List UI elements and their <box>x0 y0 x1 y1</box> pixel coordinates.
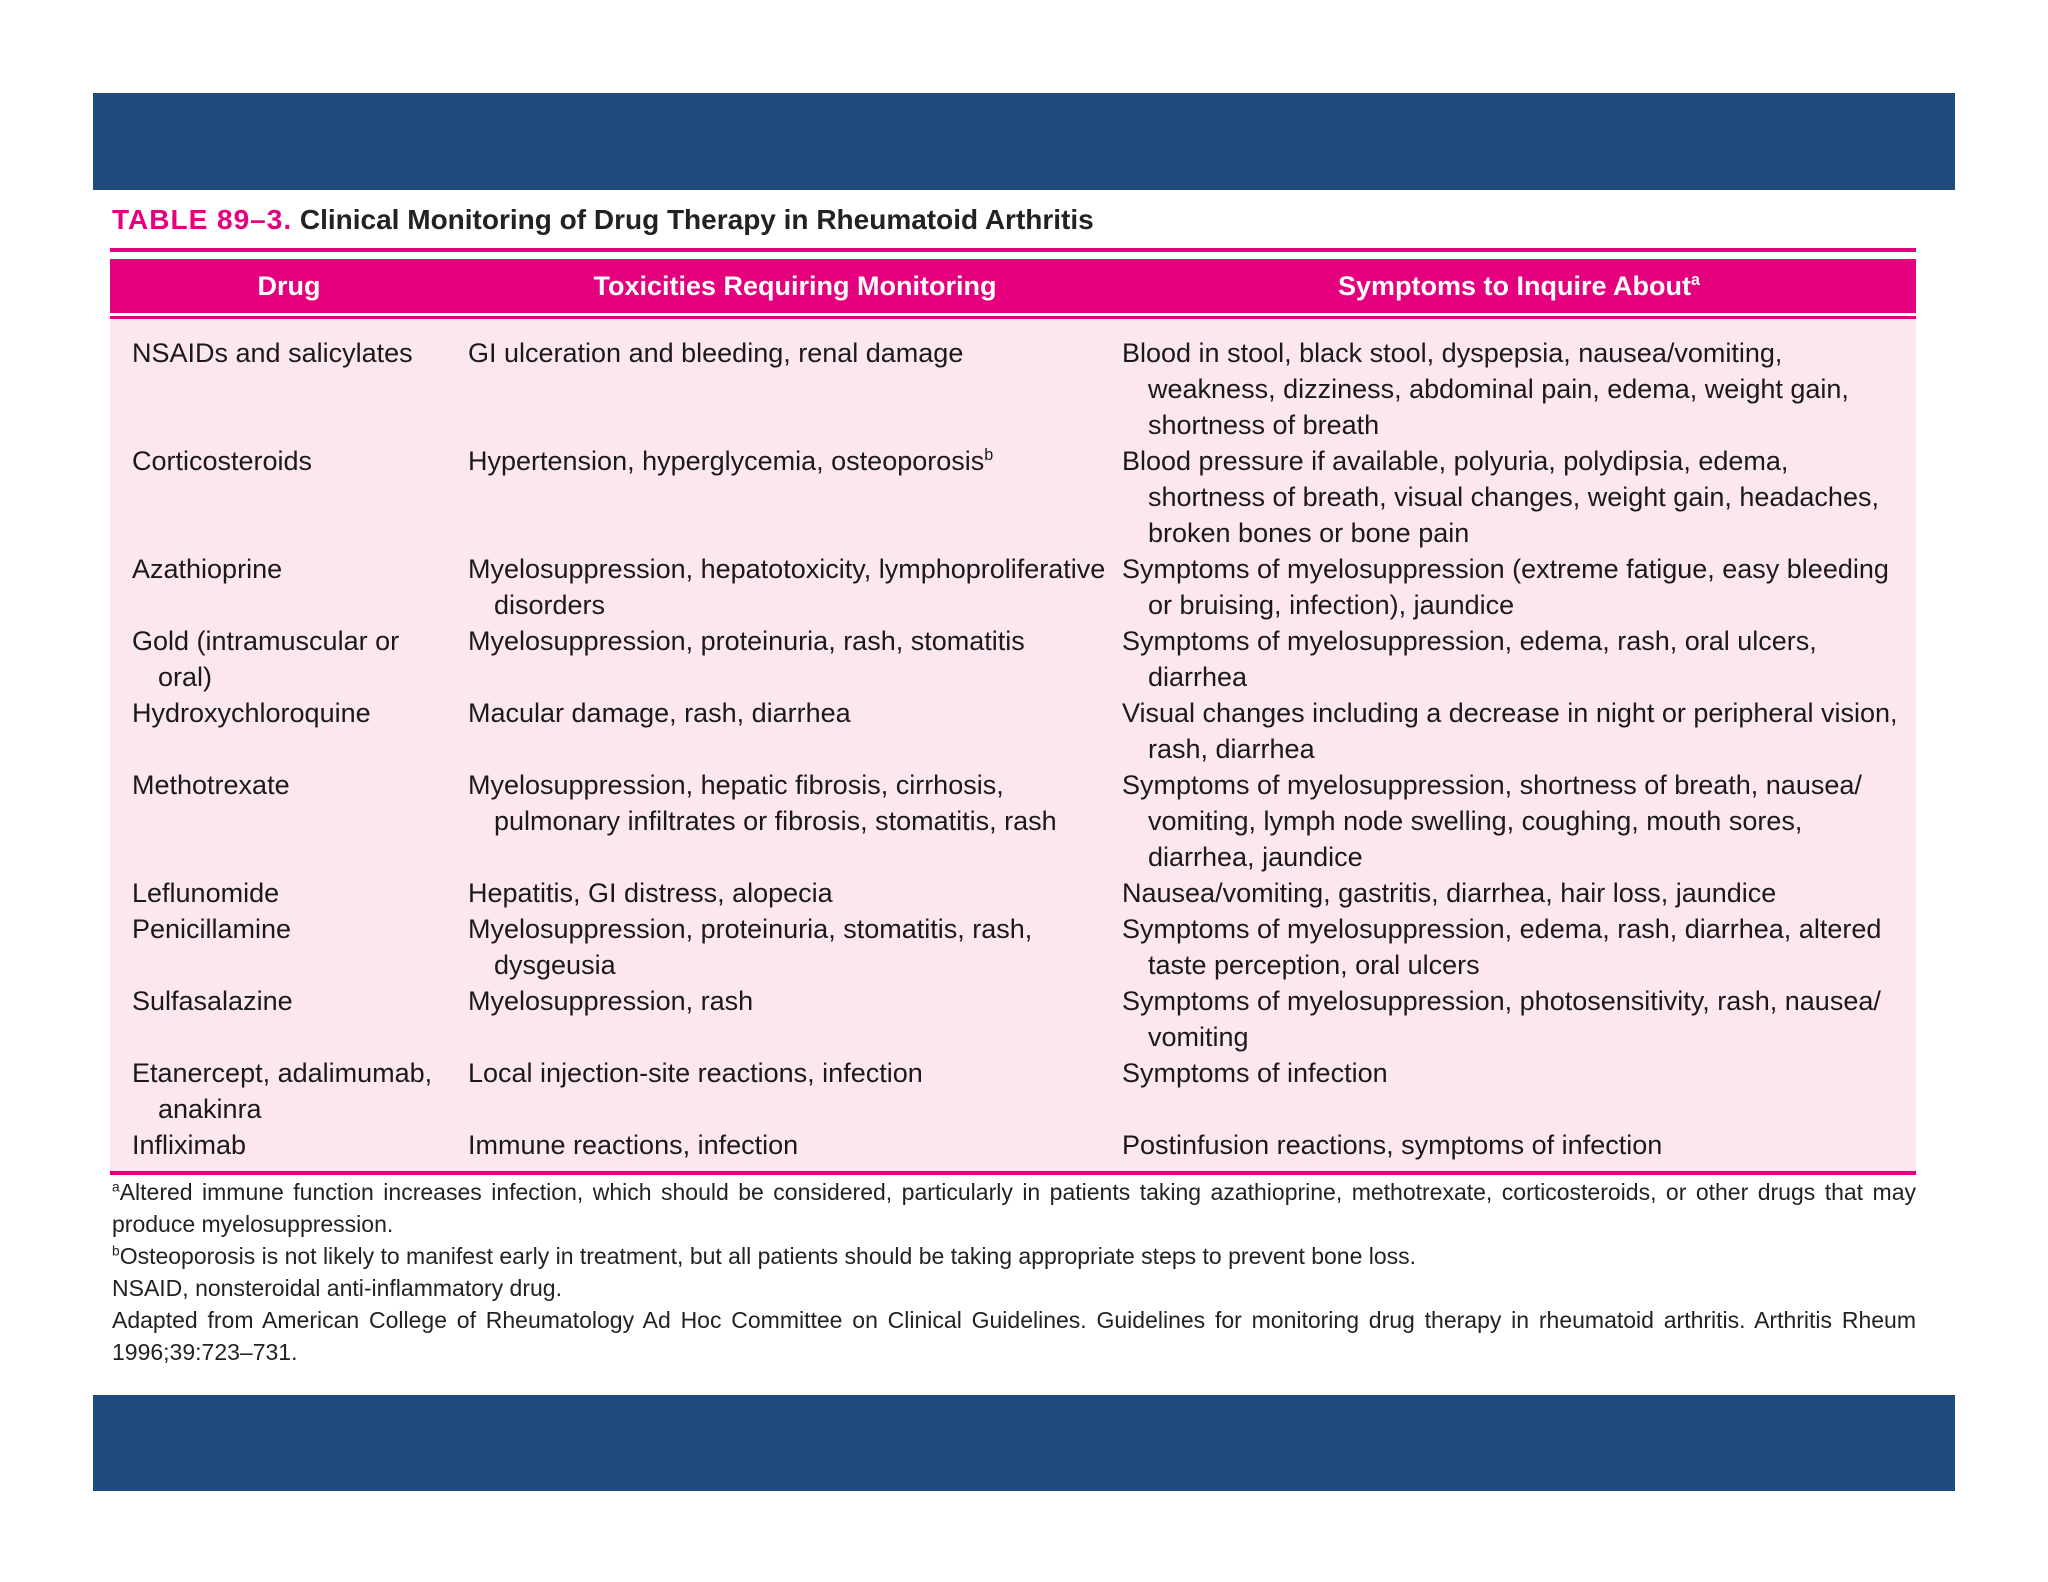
symptoms-text <box>1122 623 1906 695</box>
cell-drug <box>110 983 468 1055</box>
cell-drug <box>110 695 468 767</box>
toxicities-value: Local injection-site reactions, infection <box>468 1058 923 1088</box>
cell-drug <box>110 551 468 623</box>
footnote-a-text: Altered immune function increases infection, which should be considered, particularly in patients taking azathioprine, methotrexate, corticosteroids, or other drugs that may produce myelosuppression. <box>112 1179 1916 1237</box>
cell-toxicities <box>468 1055 1122 1127</box>
cell-symptoms <box>1122 443 1916 551</box>
table-row <box>110 551 1916 623</box>
header-symptoms-footnote-mark: a <box>1690 270 1700 289</box>
drug-text <box>132 551 458 587</box>
drug-value: Hydroxychloroquine <box>132 698 371 728</box>
drug-value: Leflunomide <box>132 878 280 908</box>
toxicities-value: Myelosuppression, hepatic fibrosis, cirrhosis, pulmonary infiltrates or fibrosis, stomatitis, rash <box>468 770 1057 836</box>
symptoms-text <box>1122 875 1906 911</box>
drug-value: Gold (intramuscular or oral) <box>132 626 400 692</box>
drug-value: Methotrexate <box>132 770 290 800</box>
cell-drug <box>110 443 468 551</box>
drug-value: Penicillamine <box>132 914 292 944</box>
cell-drug <box>110 1055 468 1127</box>
table-row <box>110 1127 1916 1171</box>
symptoms-text <box>1122 551 1906 623</box>
cell-toxicities <box>468 767 1122 875</box>
cell-toxicities <box>468 875 1122 911</box>
table-bottom-rule <box>110 1171 1916 1175</box>
header-toxicities: Toxicities Requiring Monitoring <box>468 259 1122 313</box>
toxicities-text <box>468 443 1112 479</box>
table-row <box>110 623 1916 695</box>
footnote-a-mark: a <box>112 1179 120 1195</box>
cell-drug <box>110 1127 468 1171</box>
header-drug: Drug <box>110 259 468 313</box>
toxicities-text <box>468 335 1112 371</box>
footnote-b <box>112 1240 1916 1272</box>
toxicities-value: Macular damage, rash, diarrhea <box>468 698 851 728</box>
top-banner <box>93 93 1955 190</box>
cell-toxicities <box>468 319 1122 443</box>
cell-symptoms <box>1122 1055 1916 1127</box>
bottom-banner <box>93 1395 1955 1491</box>
toxicities-value: Hepatitis, GI distress, alopecia <box>468 878 833 908</box>
table-row <box>110 443 1916 551</box>
symptoms-value: Symptoms of myelosuppression, shortness of breath, nausea/ vomiting, lymph node swelling, coughing, mouth sores, diarrhea, jaundice <box>1122 770 1862 872</box>
cell-drug <box>110 623 468 695</box>
drug-value: Sulfasalazine <box>132 986 293 1016</box>
cell-drug <box>110 319 468 443</box>
drug-text <box>132 911 458 947</box>
toxicities-text <box>468 767 1112 839</box>
drug-value: Azathioprine <box>132 554 283 584</box>
toxicities-text <box>468 1127 1112 1163</box>
toxicities-value: Myelosuppression, rash <box>468 986 754 1016</box>
table-label: TABLE 89–3. <box>112 204 293 235</box>
toxicities-text <box>468 695 1112 731</box>
symptoms-text <box>1122 1055 1906 1091</box>
monitoring-table <box>110 256 1916 1175</box>
cell-symptoms <box>1122 983 1916 1055</box>
cell-toxicities <box>468 911 1122 983</box>
drug-text <box>132 335 458 371</box>
toxicities-text <box>468 551 1112 623</box>
drug-text <box>132 983 458 1019</box>
toxicities-text <box>468 911 1112 983</box>
toxicities-value: Myelosuppression, proteinuria, stomatitis, rash, dysgeusia <box>468 914 1033 980</box>
toxicities-value: Hypertension, hyperglycemia, osteoporosis <box>468 446 985 476</box>
table-row <box>110 983 1916 1055</box>
cell-symptoms <box>1122 767 1916 875</box>
table-row <box>110 875 1916 911</box>
drug-text <box>132 875 458 911</box>
footnotes <box>112 1176 1916 1368</box>
drug-value: Infliximab <box>132 1130 247 1160</box>
footnote-b-text: Osteoporosis is not likely to manifest early in treatment, but all patients should be taking appropriate steps to prevent bone loss. <box>119 1243 1417 1269</box>
symptoms-value: Nausea/vomiting, gastritis, diarrhea, hair loss, jaundice <box>1122 878 1777 908</box>
cell-symptoms <box>1122 1127 1916 1171</box>
drug-text <box>132 443 458 479</box>
symptoms-text <box>1122 911 1906 983</box>
cell-symptoms <box>1122 695 1916 767</box>
toxicities-text <box>468 875 1112 911</box>
cell-symptoms <box>1122 551 1916 623</box>
table-top-rule <box>110 248 1916 252</box>
drug-value: NSAIDs and salicylates <box>132 338 413 368</box>
cell-toxicities <box>468 443 1122 551</box>
symptoms-value: Symptoms of myelosuppression (extreme fatigue, easy bleeding or bruising, infection), jaundice <box>1122 554 1889 620</box>
footnote-b-mark: b <box>112 1243 120 1259</box>
symptoms-value: Symptoms of myelosuppression, photosensitivity, rash, nausea/ vomiting <box>1122 986 1881 1052</box>
symptoms-value: Symptoms of infection <box>1122 1058 1388 1088</box>
cell-symptoms <box>1122 875 1916 911</box>
symptoms-text <box>1122 695 1906 767</box>
cell-symptoms <box>1122 623 1916 695</box>
cell-toxicities <box>468 623 1122 695</box>
cell-toxicities <box>468 983 1122 1055</box>
toxicities-text <box>468 1055 1112 1091</box>
symptoms-value: Postinfusion reactions, symptoms of infection <box>1122 1130 1663 1160</box>
toxicities-text <box>468 983 1112 1019</box>
drug-text <box>132 695 458 731</box>
toxicities-value: Myelosuppression, hepatotoxicity, lymphoproliferative disorders <box>468 554 1106 620</box>
toxicities-value: Immune reactions, infection <box>468 1130 799 1160</box>
abbreviation-note: NSAID, nonsteroidal anti-inflammatory drug. <box>112 1275 562 1301</box>
toxicities-text <box>468 623 1112 659</box>
table-body <box>110 319 1916 1171</box>
source-note: Adapted from American College of Rheumatology Ad Hoc Committee on Clinical Guidelines. Guidelines for monitoring drug therapy in rheumatoid arthritis. Arthritis Rheum 1996;39:723–731. <box>112 1307 1916 1365</box>
header-symptoms-label: Symptoms to Inquire About <box>1337 270 1691 301</box>
drug-text <box>132 1127 458 1163</box>
table-row <box>110 1055 1916 1127</box>
table-title <box>112 204 1094 236</box>
footnote-mark: b <box>984 446 994 464</box>
toxicities-value: Myelosuppression, proteinuria, rash, stomatitis <box>468 626 1025 656</box>
symptoms-value: Symptoms of myelosuppression, edema, rash, oral ulcers, diarrhea <box>1122 626 1817 692</box>
symptoms-value: Visual changes including a decrease in night or peripheral vision, rash, diarrhea <box>1122 698 1898 764</box>
cell-drug <box>110 767 468 875</box>
table-row <box>110 767 1916 875</box>
symptoms-value: Blood in stool, black stool, dyspepsia, nausea/vomiting, weakness, dizziness, abdominal pain, edema, weight gain, shortness of breath <box>1122 338 1849 440</box>
drug-value: Corticosteroids <box>132 446 313 476</box>
table-row <box>110 695 1916 767</box>
symptoms-text <box>1122 335 1906 443</box>
drug-text <box>132 1055 458 1127</box>
cell-toxicities <box>468 551 1122 623</box>
table-row <box>110 319 1916 443</box>
table-caption: Clinical Monitoring of Drug Therapy in Rheumatoid Arthritis <box>299 204 1094 235</box>
symptoms-text <box>1122 443 1906 551</box>
header-symptoms <box>1122 259 1916 313</box>
symptoms-text <box>1122 767 1906 875</box>
cell-toxicities <box>468 695 1122 767</box>
symptoms-value: Symptoms of myelosuppression, edema, rash, diarrhea, altered taste perception, oral ulcers <box>1122 914 1882 980</box>
footnote-a <box>112 1176 1916 1240</box>
toxicities-value: GI ulceration and bleeding, renal damage <box>468 338 964 368</box>
symptoms-value: Blood pressure if available, polyuria, polydipsia, edema, shortness of breath, visual changes, weight gain, headaches, broken bones or bone pain <box>1122 446 1879 548</box>
drug-value: Etanercept, adalimumab, anakinra <box>132 1058 433 1124</box>
drug-text <box>132 767 458 803</box>
cell-toxicities <box>468 1127 1122 1171</box>
cell-symptoms <box>1122 911 1916 983</box>
cell-drug <box>110 911 468 983</box>
cell-drug <box>110 875 468 911</box>
symptoms-text <box>1122 1127 1906 1163</box>
cell-symptoms <box>1122 319 1916 443</box>
drug-text <box>132 623 458 695</box>
symptoms-text <box>1122 983 1906 1055</box>
table-row <box>110 911 1916 983</box>
